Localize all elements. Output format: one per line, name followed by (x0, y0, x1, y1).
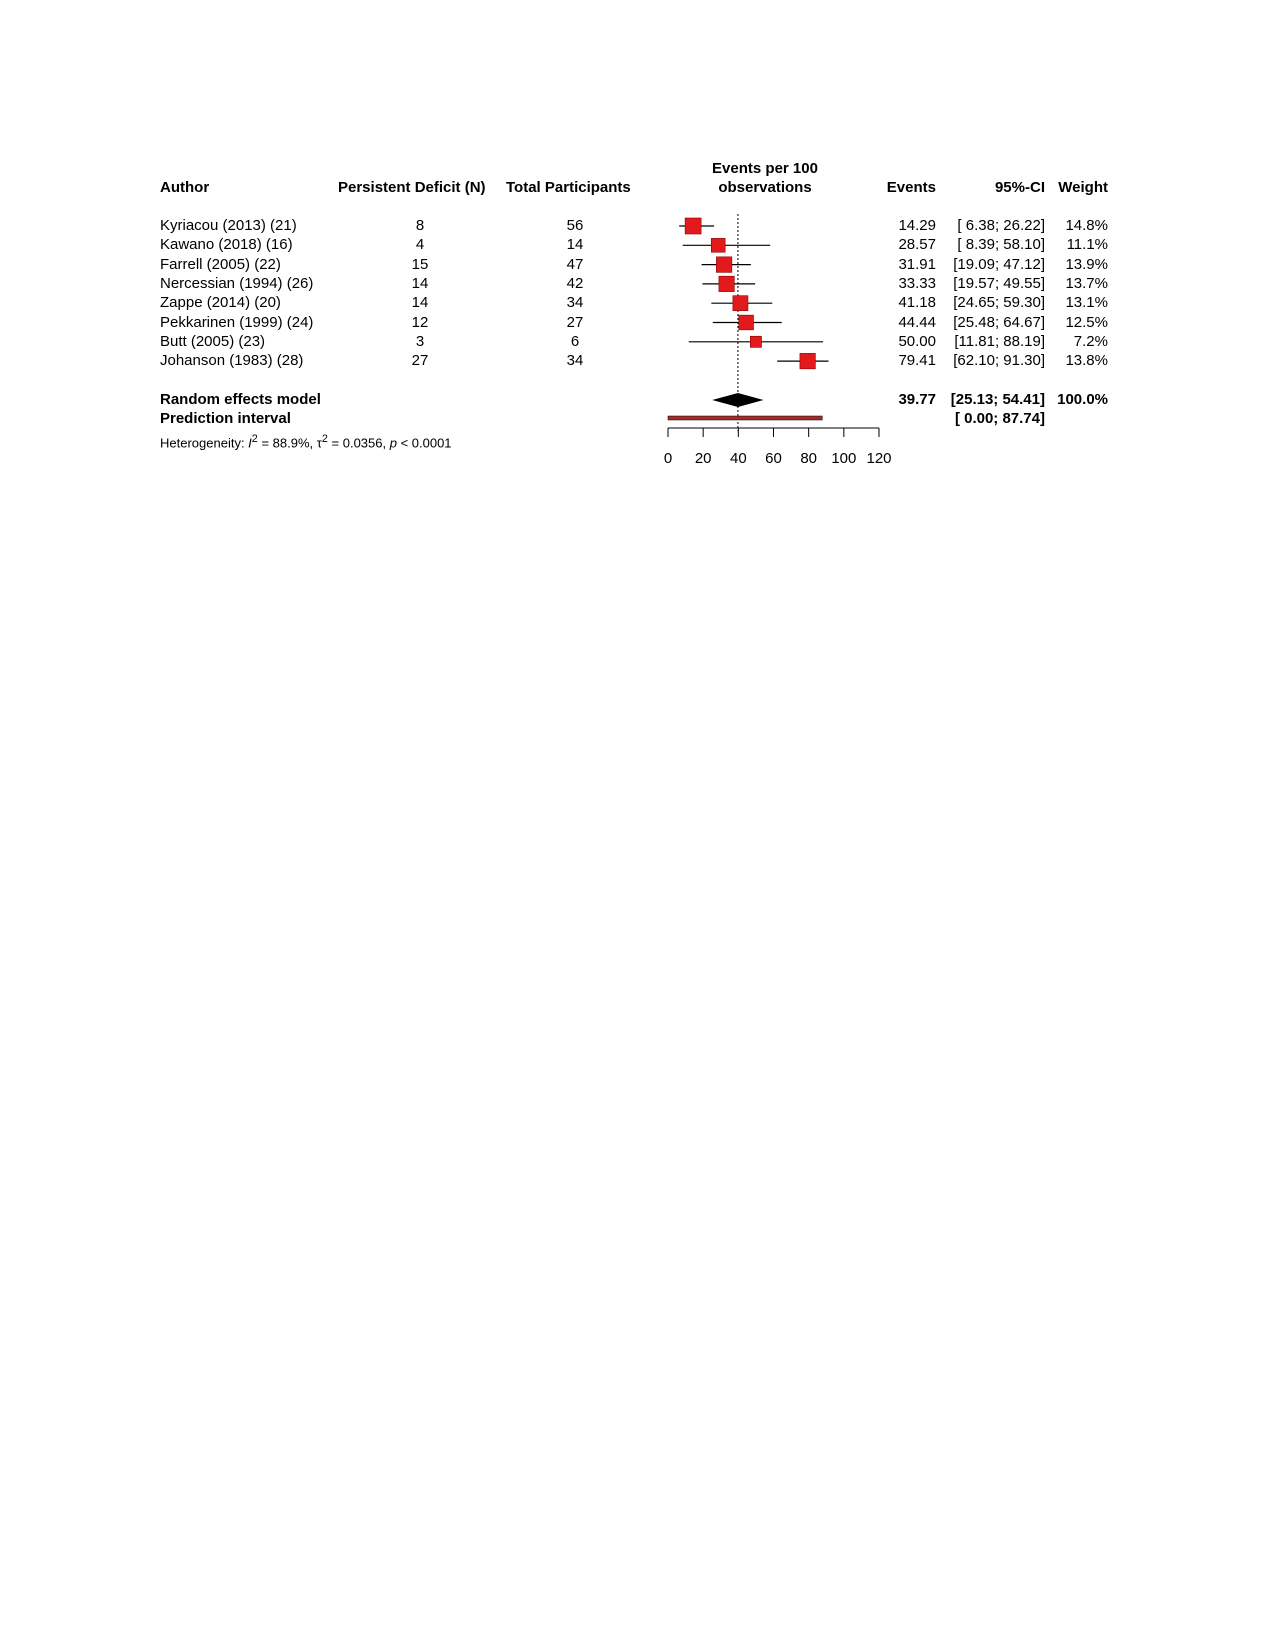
header-weight: Weight (1058, 179, 1108, 196)
header-persistent-deficit: Persistent Deficit (N) (338, 179, 486, 196)
study-ci: [ 6.38; 26.22] (957, 217, 1045, 234)
study-ci: [62.10; 91.30] (953, 352, 1045, 369)
study-square (733, 296, 748, 311)
study-deficit: 14 (411, 294, 429, 311)
study-author: Butt (2005) (23) (160, 333, 266, 350)
study-deficit: 3 (415, 333, 425, 350)
study-ci: [19.09; 47.12] (953, 256, 1045, 273)
study-weight: 7.2% (1073, 333, 1108, 350)
x-tick-label: 0 (663, 450, 673, 467)
study-author: Zappe (2014) (20) (160, 294, 281, 311)
prediction-bar (668, 416, 822, 420)
heterogeneity-text: Heterogeneity: $I^2 = 88.9\%$, $\tau^2 = 0.0356$, p < 0.0001 (160, 433, 452, 451)
study-deficit: 12 (411, 314, 429, 331)
study-weight: 13.8% (1065, 352, 1108, 369)
pooled-diamond (712, 393, 763, 407)
study-ci: [ 8.39; 58.10] (957, 236, 1045, 253)
study-weight: 11.1% (1066, 236, 1108, 253)
study-events: 44.44 (898, 314, 936, 331)
study-ci: [24.65; 59.30] (953, 294, 1045, 311)
study-author: Johanson (1983) (28) (160, 352, 304, 369)
random-effects-weight: 100.0% (1057, 391, 1108, 408)
study-square (711, 238, 725, 252)
study-events: 41.18 (898, 294, 936, 311)
study-author: Farrell (2005) (22) (160, 256, 281, 273)
header-plot-line2: observations (718, 179, 812, 196)
study-square (800, 353, 815, 368)
study-author: Nercessian (1994) (26) (160, 275, 314, 292)
study-events: 79.41 (898, 352, 936, 369)
study-square (685, 218, 701, 234)
study-total: 42 (566, 275, 584, 292)
study-square (739, 315, 754, 330)
prediction-interval-label: Prediction interval (160, 410, 291, 427)
study-square (719, 276, 734, 291)
study-events: 50.00 (898, 333, 936, 350)
header-events: Events (886, 179, 936, 196)
random-effects-events: 39.77 (898, 391, 936, 408)
random-effects-ci: [25.13; 54.41] (950, 391, 1045, 408)
study-weight: 13.7% (1065, 275, 1108, 292)
study-total: 14 (566, 236, 584, 253)
study-events: 33.33 (898, 275, 936, 292)
study-deficit: 15 (411, 256, 429, 273)
study-total: 34 (566, 294, 584, 311)
study-ci: [11.81; 88.19] (954, 333, 1045, 350)
prediction-interval-ci: [ 0.00; 87.74] (954, 410, 1045, 427)
x-tick-label: 100 (831, 450, 857, 467)
x-tick-label: 20 (694, 450, 712, 467)
study-total: 27 (566, 314, 584, 331)
study-total: 34 (566, 352, 584, 369)
x-tick-label: 60 (765, 450, 782, 467)
study-weight: 14.8% (1065, 217, 1108, 234)
header-total-participants: Total Participants (506, 179, 631, 196)
header-author: Author (160, 179, 210, 196)
study-total: 6 (570, 333, 580, 350)
header-plot-line1: Events per 100 (712, 160, 818, 177)
study-deficit: 27 (411, 352, 429, 369)
study-weight: 12.5% (1065, 314, 1108, 331)
study-deficit: 14 (411, 275, 429, 292)
study-deficit: 8 (415, 217, 425, 234)
x-tick-label: 80 (800, 450, 818, 467)
study-weight: 13.9% (1065, 256, 1108, 273)
study-square (750, 336, 761, 347)
study-ci: [19.57; 49.55] (953, 275, 1045, 292)
study-square (716, 257, 732, 273)
study-weight: 13.1% (1065, 294, 1108, 311)
study-events: 28.57 (898, 236, 936, 253)
x-tick-label: 120 (866, 450, 892, 467)
study-author: Kyriacou (2013) (21) (160, 217, 297, 234)
study-author: Kawano (2018) (16) (160, 236, 293, 253)
study-events: 31.91 (898, 256, 936, 273)
header-ci: 95%-CI (994, 179, 1045, 196)
study-total: 47 (566, 256, 584, 273)
study-deficit: 4 (415, 236, 425, 253)
study-events: 14.29 (898, 217, 936, 234)
random-effects-label: Random effects model (160, 391, 321, 408)
x-tick-label: 40 (729, 450, 747, 467)
study-author: Pekkarinen (1999) (24) (160, 314, 314, 331)
study-total: 56 (566, 217, 584, 234)
study-ci: [25.48; 64.67] (953, 314, 1045, 331)
